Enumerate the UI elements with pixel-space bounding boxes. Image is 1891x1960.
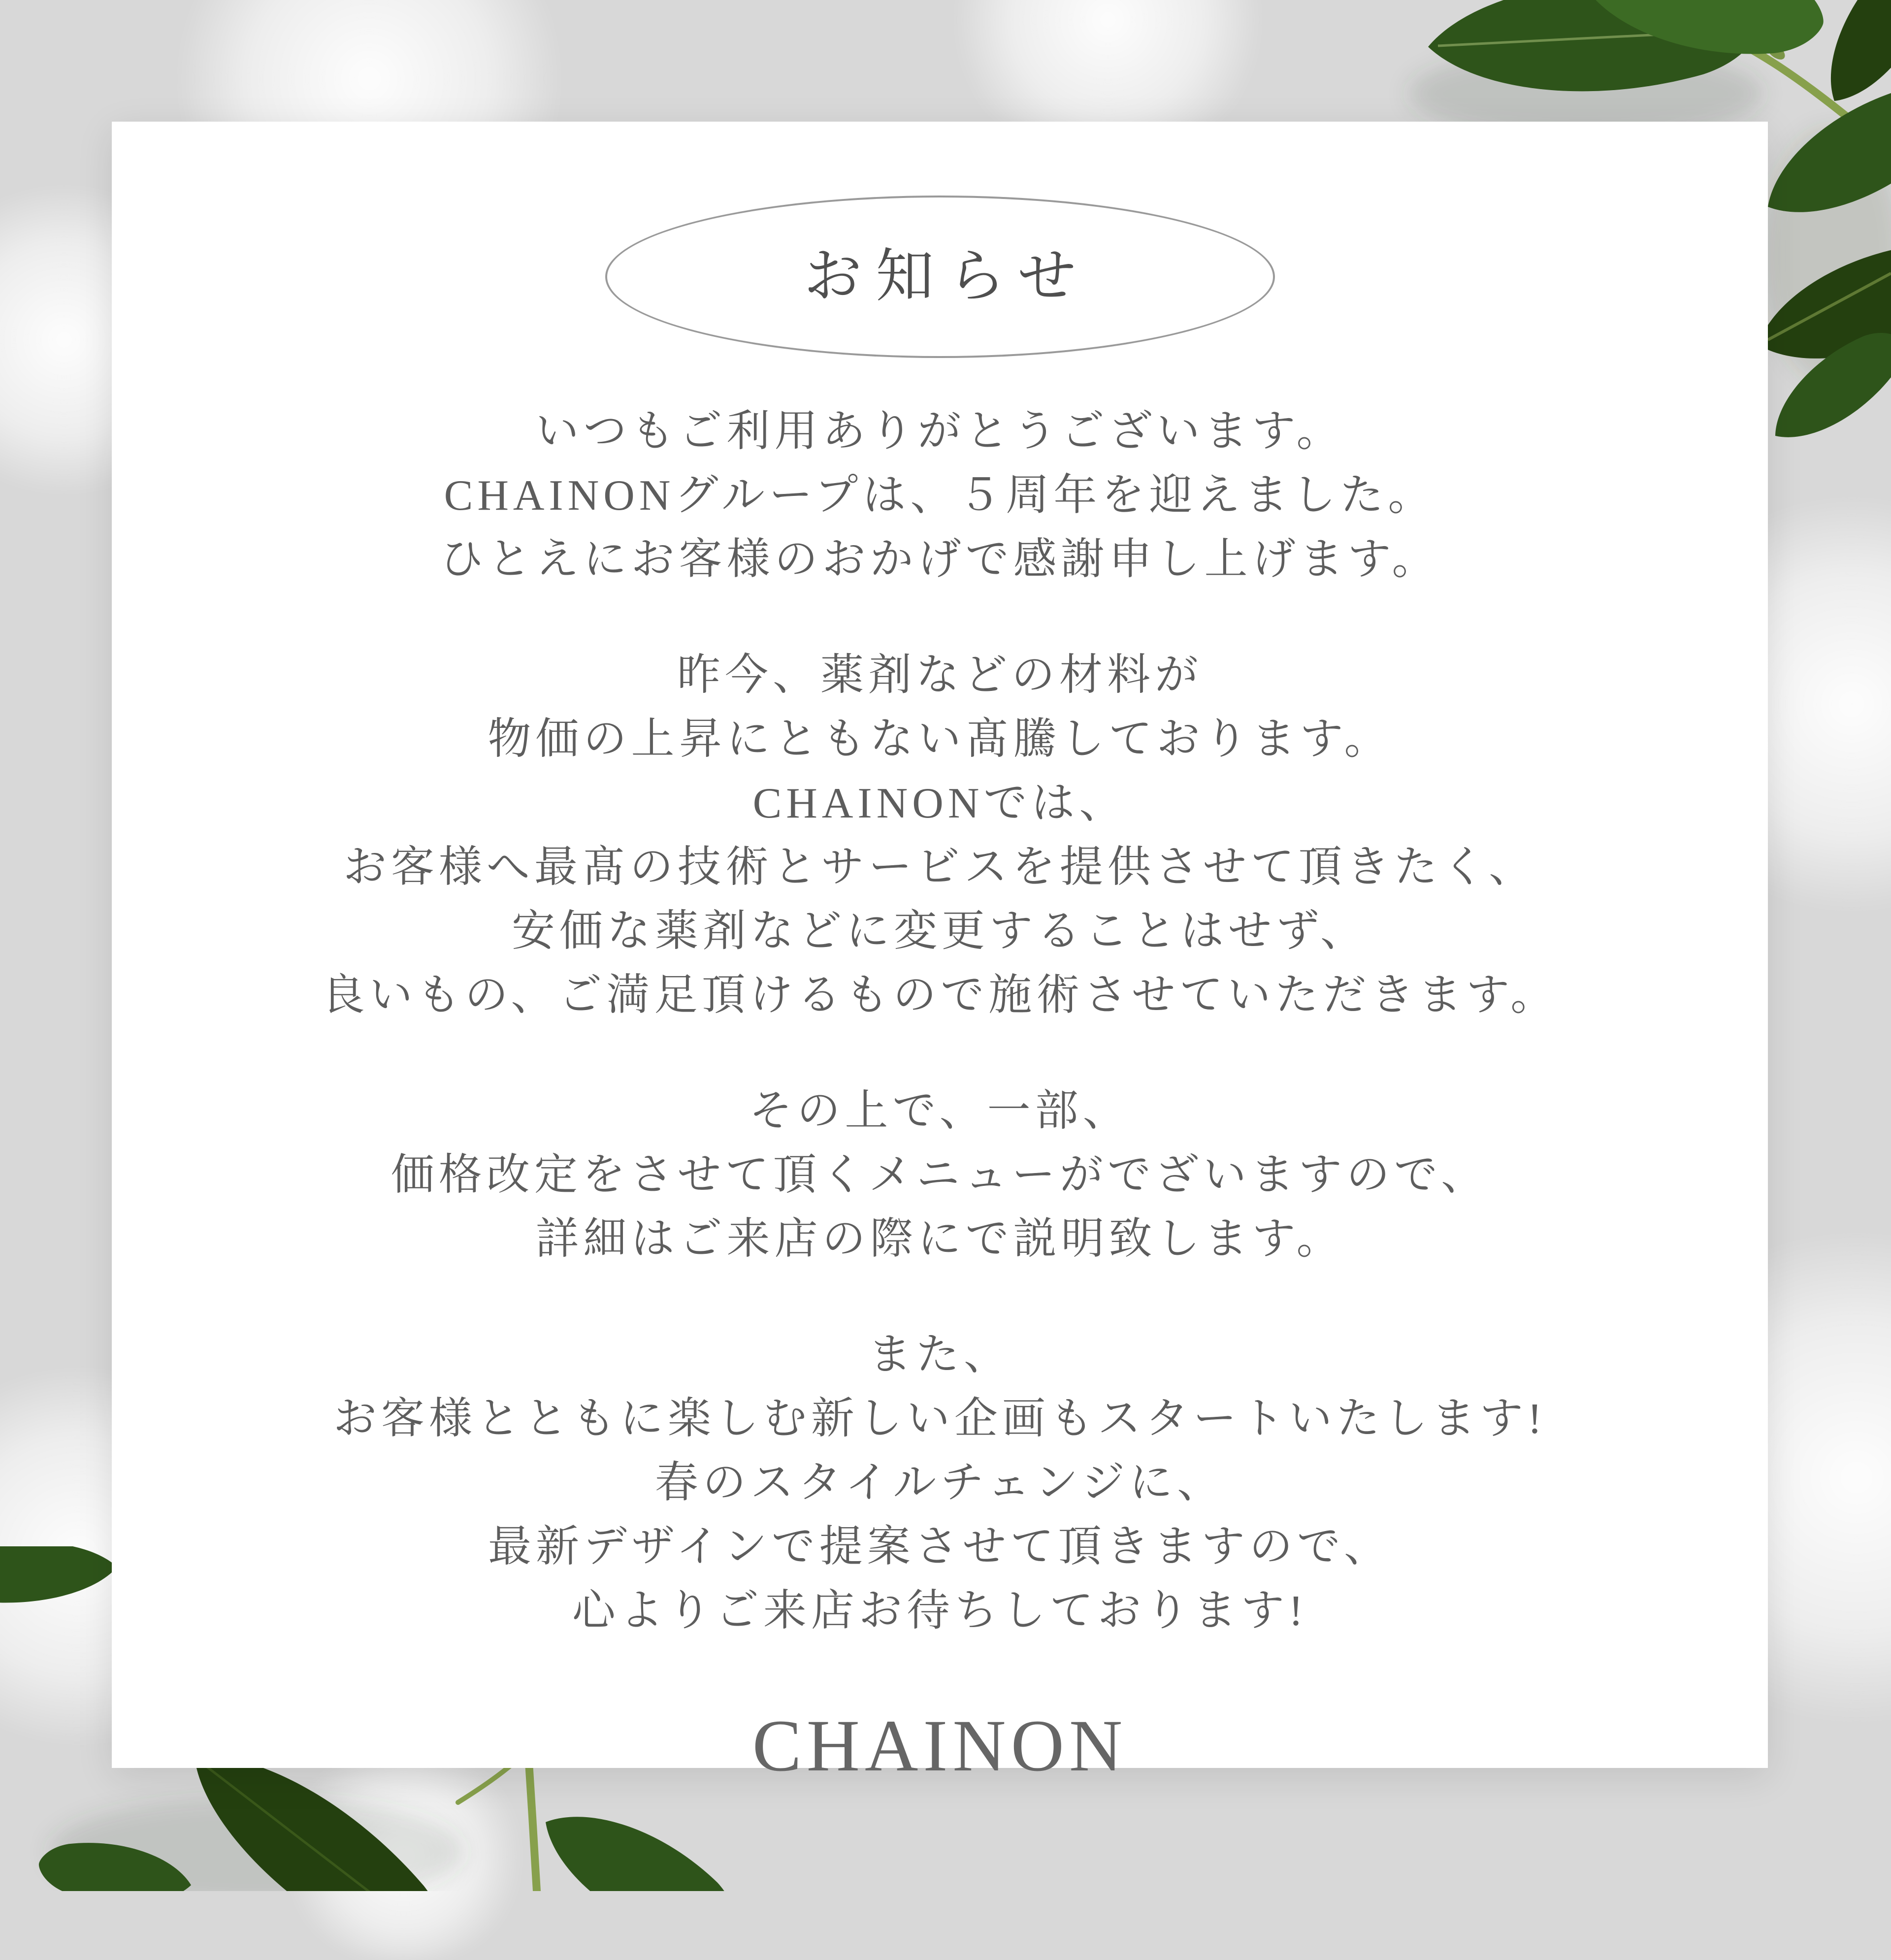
notice-line: ひとえにお客様のおかげで感謝申し上げます。 bbox=[440, 536, 1440, 584]
notice-line: 良いもの、ご満足頂けるもので施術させていただきます。 bbox=[321, 972, 1559, 1019]
notice-paragraph bbox=[322, 1079, 1558, 1272]
notice-paragraphs bbox=[322, 400, 1558, 1695]
announcement-card bbox=[112, 122, 1768, 1787]
notice-line: お客様とともに楽しむ新しい企画もスタートいたします! bbox=[333, 1395, 1547, 1443]
notice-line: お客様へ最髙の技術とサービスを提供させて頂きたく、 bbox=[343, 844, 1537, 891]
notice-line: 最新デザインで提案させて頂きますので、 bbox=[488, 1523, 1392, 1571]
notice-paragraph bbox=[322, 644, 1558, 1028]
notice-line: 昨今、薬剤などの材料が bbox=[677, 652, 1203, 699]
page-title: お知らせ bbox=[804, 244, 1090, 309]
notice-line: CHAINONでは、 bbox=[752, 780, 1127, 827]
notice-line: いつもご利用ありがとうございます。 bbox=[535, 408, 1344, 456]
notice-line: 心よりご来店お待ちしております! bbox=[572, 1587, 1308, 1635]
notice-line: 春のスタイルチェンジに、 bbox=[654, 1459, 1225, 1507]
notice-paragraph bbox=[322, 400, 1558, 592]
brand-logo: CHAINON bbox=[752, 1705, 1128, 1787]
notice-line: CHAINONグループは、５周年を迎えました。 bbox=[444, 472, 1436, 520]
notice-line: 詳細はご来店の際にで説明致します。 bbox=[535, 1215, 1344, 1263]
notice-line: 価格改定をさせて頂くメニューがでざいますので、 bbox=[391, 1151, 1489, 1199]
notice-line: その上で、一部、 bbox=[749, 1087, 1131, 1135]
notice-line: また、 bbox=[868, 1331, 1011, 1379]
notice-paragraph bbox=[322, 1323, 1558, 1643]
notice-line: 安価な薬剤などに変更することはせず、 bbox=[512, 908, 1368, 955]
title-oval-frame bbox=[605, 196, 1275, 358]
notice-line: 物価の上昇にともない髙騰しております。 bbox=[488, 716, 1392, 763]
